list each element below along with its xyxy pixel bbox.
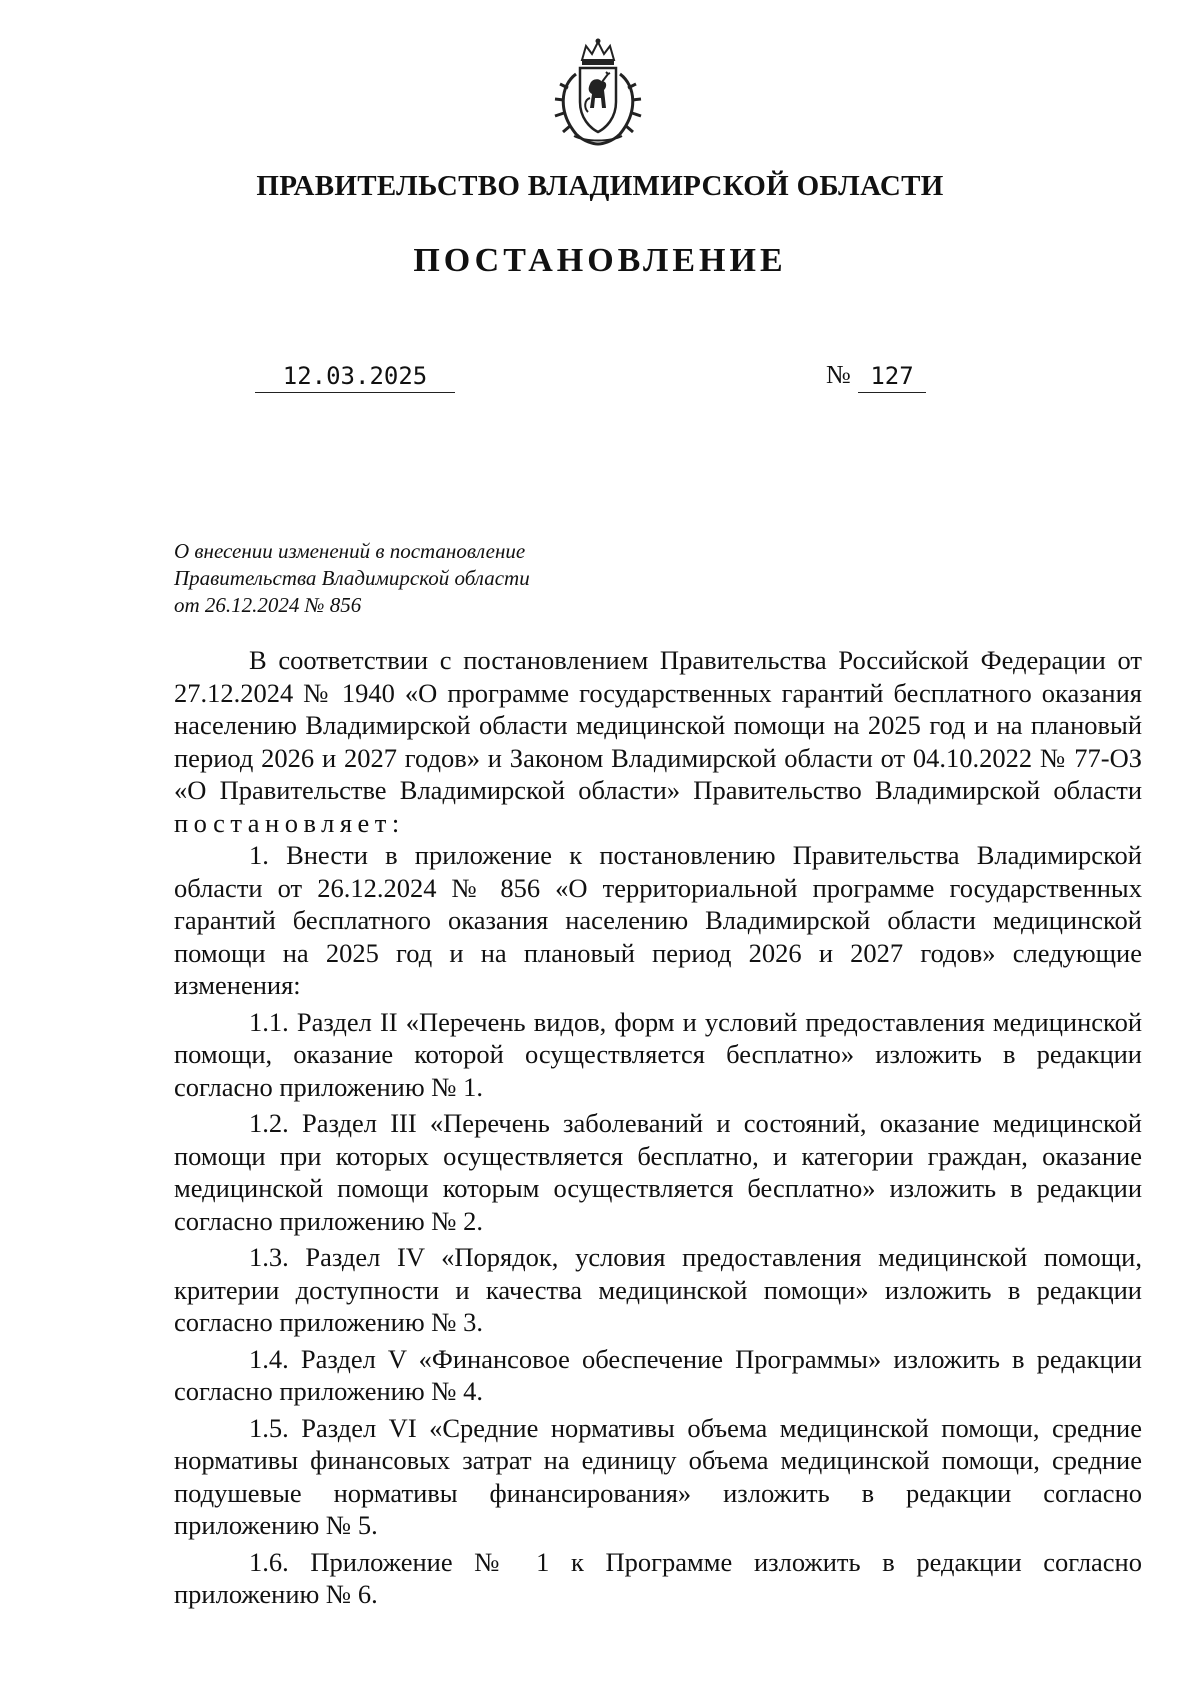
document-type-title: ПОСТАНОВЛЕНИЕ bbox=[413, 242, 787, 279]
preamble-text: В соответствии с постановлением Правительства Российской Федерации от 27.12.2024 № 1940 «О программе государственных гарантий бесплатного оказания населению Владимирской области медицинской помощи на 2025 год и на плановый период 2026 и 2027 годов» и Законом Владимирской области от 04.10.2022 № 77-ОЗ «О Правительстве Владимирской области» Правительство Владимирской области bbox=[174, 645, 1142, 805]
clause-paragraph: 1.5. Раздел VI «Средние нормативы объема медицинской помощи, средние нормативы финансовых затрат на единицу объема медицинской помощи, средние подушевые нормативы финансирования» изложить в редакции согласно приложению № 5. bbox=[174, 1412, 1142, 1540]
subject-line: Правительства Владимирской области bbox=[174, 566, 530, 590]
subject-line: О внесении изменений в постановление bbox=[174, 539, 526, 563]
clause-paragraph: 1.3. Раздел IV «Порядок, условия предоставления медицинской помощи, критерии доступности и качества медицинской помощи» изложить в редакции согласно приложению № 3. bbox=[174, 1242, 1142, 1337]
number-sign: № bbox=[826, 360, 851, 389]
organization-title: ПРАВИТЕЛЬСТВО ВЛАДИМИРСКОЙ ОБЛАСТИ bbox=[256, 170, 944, 202]
clause-paragraph: 1. Внести в приложение к постановлению Правительства Владимирской области от 26.12.2024 № 856 «О территориальной программе государственных гарантий бесплатного оказания населению Владимирской области медицинской помощи на 2025 год и на плановый период 2026 и 2027 годов» следующие изменения: bbox=[174, 840, 1142, 1000]
coat-of-arms-icon bbox=[546, 38, 650, 146]
document-subject bbox=[174, 538, 530, 619]
subject-line: от 26.12.2024 № 856 bbox=[174, 593, 362, 617]
preamble-paragraph bbox=[174, 644, 1142, 839]
document-body bbox=[174, 644, 1142, 1611]
document-number: 127 bbox=[858, 362, 926, 393]
clause-paragraph: 1.2. Раздел III «Перечень заболеваний и состояний, оказание медицинской помощи при которых осуществляется бесплатно, и категории граждан, оказание медицинской помощи которым осуществляется бесплатно» изложить в редакции согласно приложению № 2. bbox=[174, 1108, 1142, 1236]
clause-paragraph: 1.6. Приложение № 1 к Программе изложить в редакции согласно приложению № 6. bbox=[174, 1546, 1142, 1609]
clause-paragraph: 1.1. Раздел II «Перечень видов, форм и условий предоставления медицинской помощи, оказание которой осуществляется бесплатно» изложить в редакции согласно приложению № 1. bbox=[174, 1006, 1142, 1102]
decides-word: постановляет: bbox=[174, 807, 405, 838]
document-date: 12.03.2025 bbox=[255, 362, 455, 393]
clause-paragraph: 1.4. Раздел V «Финансовое обеспечение Программы» изложить в редакции согласно приложению № 4. bbox=[174, 1343, 1142, 1406]
